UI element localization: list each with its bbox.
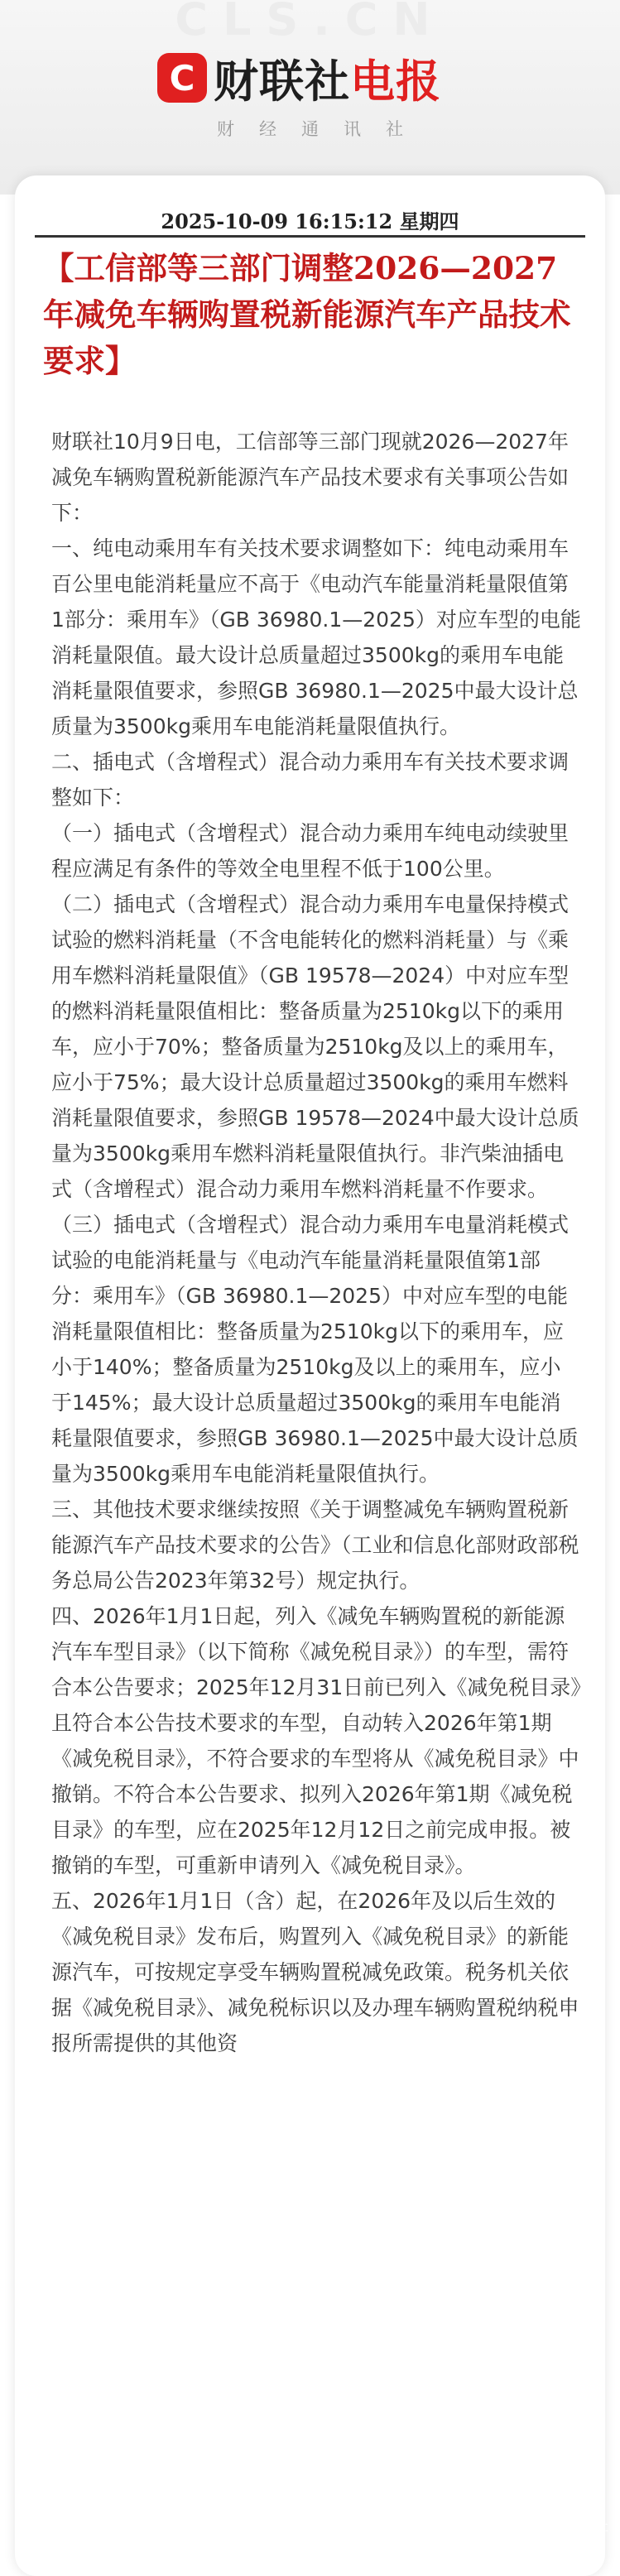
publish-datetime: 2025-10-09 16:15:12 星期四 [161, 209, 459, 233]
paragraph-section-2: 二、插电式（含增程式）混合动力乘用车有关技术要求调整如下： [51, 750, 570, 810]
paragraph-section-2-3: （三）插电式（含增程式）混合动力乘用车电量消耗模式试验的电能消耗量与《电动汽车能量消耗量限值第1部分：乘用车》（GB 36980.1—2025）中对应车型的电能消耗量限值相比：整备质量为2510kg以下的乘用车，应小于140%；整备质量为2510kg及以上的乘用车，应小于145%；最大设计总质量超过3500kg的乘用车电能消耗量限值要求，参照GB 36980.1—2025中最大设计总质量为3500kg乘用车电能消耗量限值执行。 [51, 1213, 579, 1486]
title-divider [35, 235, 585, 238]
header-banner [0, 0, 620, 195]
paragraph-section-1: 一、纯电动乘用车有关技术要求调整如下：纯电动乘用车百公里电能消耗量应不高于《电动汽车能量消耗量限值第1部分：乘用车》（GB 36980.1—2025）对应车型的电能消耗量限值。最大设计总质量超过3500kg的乘用车电能消耗量限值要求，参照GB 36980.1—2025中最大设计总质量为3500kg乘用车电能消耗量限值执行。 [51, 536, 581, 738]
brand-name: 财联社 [214, 55, 350, 108]
brand-telegraph: 电报 [350, 55, 441, 108]
weibo-icon [537, 2516, 555, 2535]
paragraph-intro: 财联社10月9日电，工信部等三部门现就2026—2027年减免车辆购置税新能源汽车产品技术要求有关事项公告如下： [51, 430, 570, 525]
cls-logo-icon: C [157, 53, 207, 103]
paragraph-section-2-1: （一）插电式（含增程式）混合动力乘用车纯电动续驶里程应满足有条件的等效全电里程不低于100公里。 [51, 821, 570, 881]
article-title: 【工信部等三部门调整2026—2027年减免车辆购置税新能源汽车产品技术要求】 [43, 250, 571, 379]
article-body [51, 424, 581, 2061]
paragraph-section-5: 五、2026年1月1日（含）起，在2026年及以后生效的《减免税目录》发布后，购置列入《减免税目录》的新能源汽车，可按规定享受车辆购置税减免政策。税务机关依据《减免税目录》、减免税标识以及办理车辆购置税纳税申报所需提供的其他资 [51, 1889, 579, 2055]
brand-tagline: 财经通讯社 [217, 119, 428, 139]
watermark-text: CLS.CN [175, 0, 445, 46]
paragraph-section-4: 四、2026年1月1日起，列入《减免车辆购置税的新能源汽车车型目录》（以下简称《减免税目录》）的车型，需符合本公告要求；2025年12月31日前已列入《减免税目录》且符合本公告技术要求的车型，自动转入2026年第1期《减免税目录》，不符合要求的车型将从《减免税目录》中撤销。不符合本公告要求、拟列入2026年第1期《减免税目录》的车型，应在2025年12月12日之前完成申报。被撤销的车型，可重新申请列入《减免税目录》。 [51, 1604, 581, 1877]
source-badge [537, 2516, 608, 2535]
source-badge-text: @财联社 [558, 2518, 608, 2534]
brand-logo [157, 46, 441, 109]
paragraph-section-3: 三、其他技术要求继续按照《关于调整减免车辆购置税新能源汽车产品技术要求的公告》（工业和信息化部财政部税务总局公告2023年第32号）规定执行。 [51, 1497, 579, 1593]
paragraph-section-2-2: （二）插电式（含增程式）混合动力乘用车电量保持模式试验的燃料消耗量（不含电能转化的燃料消耗量）与《乘用车燃料消耗量限值》（GB 19578—2024）中对应车型的燃料消耗量限值相比：整备质量为2510kg以下的乘用车，应小于70%；整备质量为2510kg及以上的乘用车，应小于75%；最大设计总质量超过3500kg的乘用车燃料消耗量限值要求，参照GB 19578—2024中最大设计总质量为3500kg乘用车燃料消耗量限值执行。非汽柴油插电式（含增程式）混合动力乘用车燃料消耗量不作要求。 [51, 892, 579, 1201]
